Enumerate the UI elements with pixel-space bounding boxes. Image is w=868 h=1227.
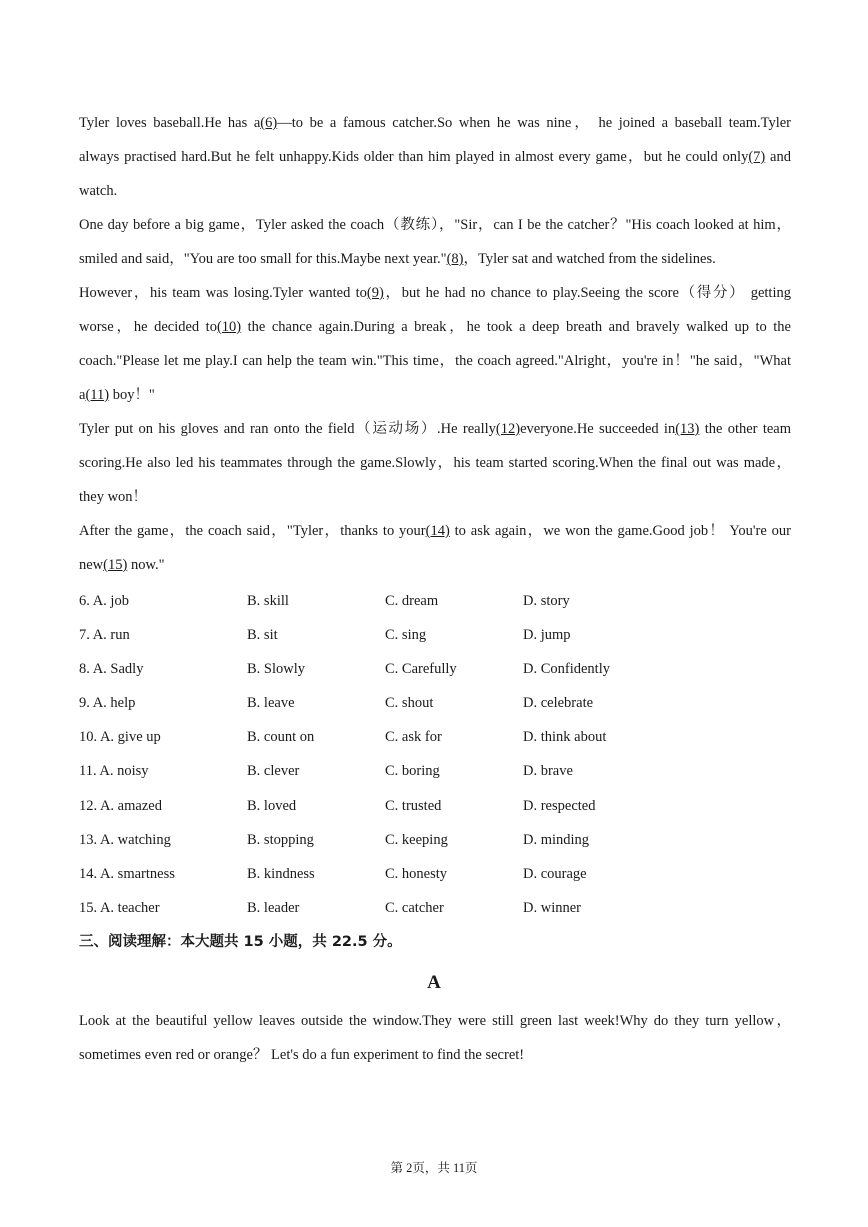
option-c: C. ask for <box>385 729 442 746</box>
blank-marker: (14) <box>425 523 450 539</box>
blank-marker: (10) <box>216 319 242 335</box>
option-c: C. keeping <box>385 831 448 848</box>
blank-marker: (8) <box>446 251 464 267</box>
passage-line: a(11) boy！" <box>79 387 155 403</box>
blank-marker: (9) <box>366 285 384 301</box>
blank-marker: (6) <box>260 115 278 131</box>
cloze-passage <box>79 106 791 582</box>
option-a: 15. A. teacher <box>79 899 160 916</box>
option-d: D. jump <box>523 627 571 644</box>
option-a: 13. A. watching <box>79 831 171 848</box>
option-a: 6. A. job <box>79 593 129 609</box>
option-a: 9. A. help <box>79 695 136 712</box>
passage-line: However，his team was losing.Tyler wanted to(9)，but he had no chance to play.Seeing the score（得分） getting <box>79 285 791 301</box>
option-c: C. Carefully <box>385 661 457 678</box>
part-heading: A <box>427 972 441 993</box>
option-b: B. clever <box>247 763 300 780</box>
blank-marker: (12) <box>495 421 521 437</box>
section-title: 三、阅读理解：本大题共 15 小题，共 22.5 分。 <box>79 934 402 950</box>
option-d: D. courage <box>523 865 587 882</box>
option-b: B. kindness <box>247 865 315 882</box>
passage-line: One day before a big game，Tyler asked the coach（教练），"Sir，can I be the catcher？"His coach looked at him， <box>79 217 791 233</box>
option-c: C. catcher <box>385 899 444 916</box>
option-a: 11. A. noisy <box>79 763 149 780</box>
passage-line: scoring.He also led his teammates through the game.Slowly，his team started scoring.When the final out was made， <box>79 455 791 471</box>
passage-line: After the game，the coach said，"Tyler，thanks to your(14) to ask again，we won the game.Good job！ You're our <box>79 523 791 539</box>
page-footer: 第 2页，共 11页 <box>390 1161 478 1175</box>
option-c: C. shout <box>385 695 434 712</box>
option-b: B. sit <box>247 627 278 644</box>
passage-line: always practised hard.But he felt unhappy.Kids older than him played in almost every game，but he could only(7) and <box>79 149 791 165</box>
option-b: B. stopping <box>247 831 314 848</box>
option-d: D. think about <box>523 729 607 746</box>
option-b: B. count on <box>247 729 315 746</box>
blank-marker: (13) <box>675 421 700 437</box>
option-d: D. story <box>523 593 570 609</box>
passage-line: sometimes even red or orange？ Let's do a fun experiment to find the secret! <box>79 1047 525 1063</box>
option-a: 8. A. Sadly <box>79 661 144 678</box>
passage-line: Tyler loves baseball.He has a(6)—to be a famous catcher.So when he was nine， he joined a baseball team.Tyler <box>79 115 791 131</box>
blank-marker: (11) <box>85 387 110 403</box>
option-d: D. brave <box>523 763 573 780</box>
option-d: D. Confidently <box>523 661 610 678</box>
blank-marker: (15) <box>103 557 128 573</box>
option-c: C. dream <box>385 593 439 609</box>
option-d: D. minding <box>523 831 590 848</box>
passage-line: watch. <box>79 183 118 199</box>
option-c: C. boring <box>385 763 440 780</box>
option-a: 10. A. give up <box>79 729 161 746</box>
option-d: D. respected <box>523 797 596 814</box>
option-b: B. leave <box>247 695 295 712</box>
option-c: C. honesty <box>385 865 448 882</box>
option-d: D. celebrate <box>523 695 594 712</box>
option-a: 14. A. smartness <box>79 865 175 882</box>
option-d: D. winner <box>523 899 581 916</box>
option-c: C. sing <box>385 627 427 644</box>
option-b: B. Slowly <box>247 661 306 678</box>
passage-line: they won！ <box>79 489 148 505</box>
option-b: B. leader <box>247 899 300 916</box>
passage-line: coach."Please let me play.I can help the team win."This time，the coach agreed."Alright，you're in！"he said，"What <box>79 353 791 369</box>
option-a: 7. A. run <box>79 627 130 644</box>
passage-line: Tyler put on his gloves and ran onto the field（运动场）.He really(12)everyone.He succeeded in(13) the other team <box>79 421 791 437</box>
passage-line: Look at the beautiful yellow leaves outside the window.They were still green last week!Why do they turn yellow， <box>79 1013 791 1029</box>
option-c: C. trusted <box>385 797 442 814</box>
passage-line: new(15) now." <box>79 557 165 573</box>
blank-marker: (7) <box>748 149 766 165</box>
option-b: B. skill <box>247 593 289 609</box>
option-a: 12. A. amazed <box>79 797 162 814</box>
option-b: B. loved <box>247 797 297 814</box>
passage-line: worse，he decided to(10) the chance again.During a break，he took a deep breath and bravely walked up to the <box>79 319 791 335</box>
passage-line: smiled and said，"You are too small for this.Maybe next year."(8)，Tyler sat and watched from the sidelines. <box>79 251 716 267</box>
reading-passage <box>79 1004 791 1072</box>
